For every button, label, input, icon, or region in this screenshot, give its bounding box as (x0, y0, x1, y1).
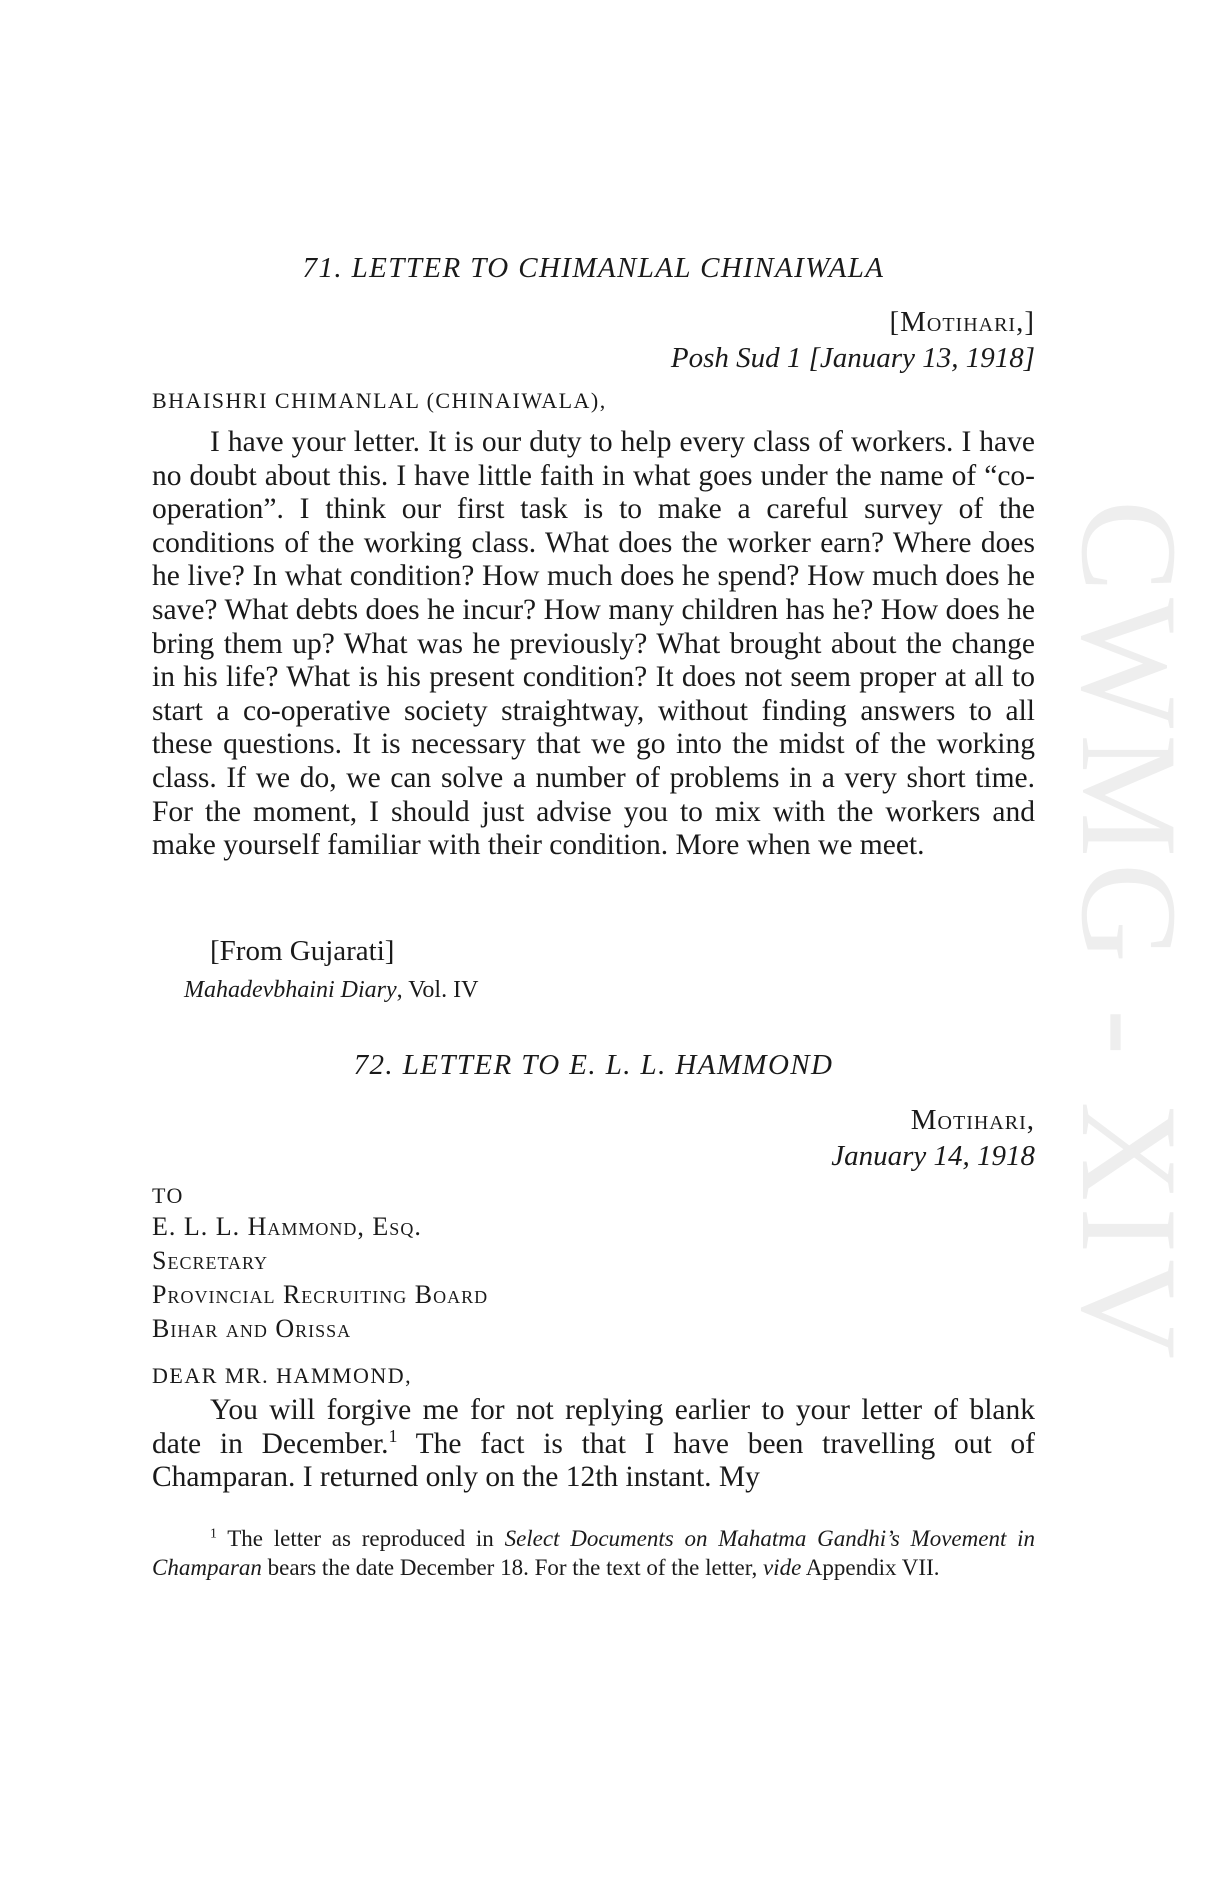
body-part-a: You will forgive me for not replying earlier to your letter of blank date in December. (152, 1394, 1035, 1460)
source-volume: , Vol. IV (396, 977, 479, 1003)
letter-72-place: Motihari, (910, 1104, 1035, 1136)
footnote-vide: vide (762, 1555, 802, 1580)
address-line: Secretary (152, 1246, 269, 1275)
letter-71-place: [Motihari,] (889, 306, 1035, 338)
footnote (152, 1524, 1035, 1582)
footnote-mark: 1 (210, 1525, 217, 1541)
letter-71-body: I have your letter. It is our duty to help every class of workers. I have no doubt about this. I have little faith in what goes under the name of “co-operation”. I think our first task is to make a careful survey of the conditions of the working class. What does the worker earn? Where does he live? In what condition? How much does he spend? How much does he save? What debts does he incur? How many children has he? How does he bring them up? What was he previously? What brought about the change in his life? What is his present condition? It does not seem proper at all to start a co-operative society straightway, without finding answers to all these questions. It is necessary that we go into the midst of the working class. If we do, we can solve a number of problems in a very short time. For the moment, I should just advise you to mix with the workers and make yourself familiar with their condition. More when we meet. (152, 426, 1035, 862)
footnote-reference: 1 (388, 1425, 398, 1446)
letter-71-title: 71. LETTER TO CHIMANLAL CHINAIWALA (302, 252, 885, 284)
footnote-text: Appendix VII. (801, 1555, 940, 1580)
letter-72-to: TO (152, 1183, 184, 1208)
letter-71-salutation: BHAISHRI CHIMANLAL (CHINAIWALA), (152, 388, 607, 413)
source-title: Mahadevbhaini Diary (184, 977, 397, 1003)
address-line: Bihar and Orissa (152, 1314, 352, 1343)
footnote-text: The letter as reproduced in (216, 1526, 505, 1551)
letter-71-date: Posh Sud 1 [January 13, 1918] (670, 342, 1035, 374)
letter-72-salutation: DEAR MR. HAMMOND, (152, 1363, 413, 1388)
address-line: Provincial Recruiting Board (152, 1280, 489, 1309)
letter-71-source (184, 977, 478, 1004)
letter-72-address (152, 1210, 488, 1346)
body-part-b: The fact is that I have been travelling out of Champaran. I returned only on the 12th instant. My (152, 1427, 1035, 1494)
footnote-book-title: Select Documents on Mahatma Gandhi’s Movement in Champaran (152, 1526, 1035, 1580)
letter-72-date: January 14, 1918 (831, 1140, 1035, 1172)
footnote-text: bears the date December 18. For the text of the letter, (261, 1555, 763, 1580)
letter-72-body (152, 1394, 1035, 1495)
address-line: E. L. L. Hammond, Esq. (152, 1212, 422, 1241)
watermark: CWMG - XIV (1053, 500, 1206, 1365)
letter-71-source-language: [From Gujarati] (210, 935, 395, 967)
letter-72-title: 72. LETTER TO E. L. L. HAMMOND (353, 1049, 834, 1081)
